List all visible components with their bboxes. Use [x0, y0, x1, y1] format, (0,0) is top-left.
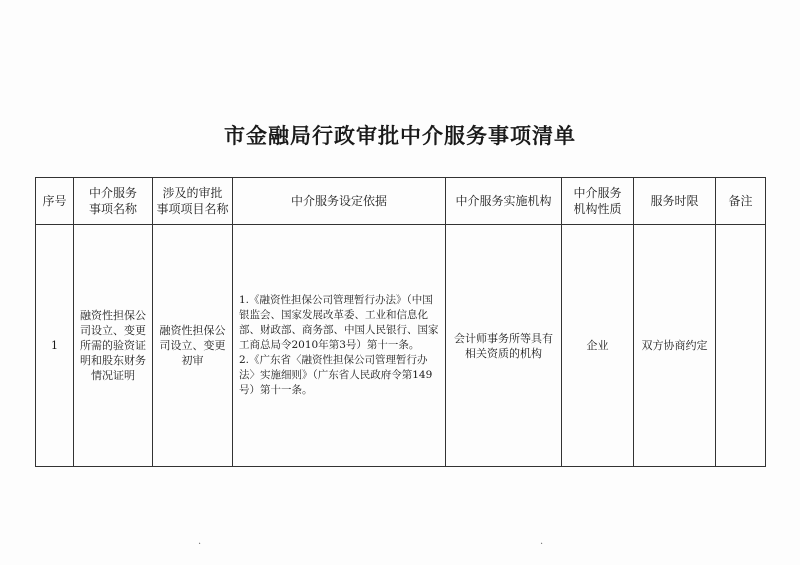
service-items-table [35, 177, 766, 467]
cell-time-limit: 双方协商约定 [634, 225, 716, 467]
cell-service-name: 融资性担保公司设立、变更所需的验资证明和股东财务情况证明 [74, 225, 153, 467]
cell-agency: 会计师事务所等具有相关资质的机构 [446, 225, 562, 467]
header-cell-remark: 备注 [716, 178, 766, 225]
scan-speck: · [540, 539, 544, 550]
cell-nature: 企业 [562, 225, 634, 467]
basis-item-1: 1.《融资性担保公司管理暂行办法》（中国银监会、国家发展改革委、工业和信息化部、财政部、商务部、中国人民银行、国家工商总局令2010年第3号）第十一条。 [239, 294, 439, 351]
basis-item-2: 2.《广东省〈融资性担保公司管理暂行办法〉实施细则》（广东省人民政府令第149号）第十一条。 [239, 354, 433, 396]
cell-approval-item: 融资性担保公司设立、变更初审 [153, 225, 233, 467]
header-cell-no: 序号 [36, 178, 74, 225]
header-cell-agency: 中介服务实施机构 [446, 178, 562, 225]
table-row [36, 225, 766, 467]
cell-basis [233, 225, 446, 467]
header-cell-approval-item: 涉及的审批 事项项目名称 [153, 178, 233, 225]
cell-no: 1 [36, 225, 74, 467]
cell-remark [716, 225, 766, 467]
header-cell-time-limit: 服务时限 [634, 178, 716, 225]
document-title: 市金融局行政审批中介服务事项清单 [224, 124, 576, 148]
header-cell-basis: 中介服务设定依据 [233, 178, 446, 225]
header-cell-nature: 中介服务 机构性质 [562, 178, 634, 225]
table-header-row [36, 178, 766, 225]
scan-speck: · [198, 539, 202, 550]
header-cell-service-name: 中介服务 事项名称 [74, 178, 153, 225]
